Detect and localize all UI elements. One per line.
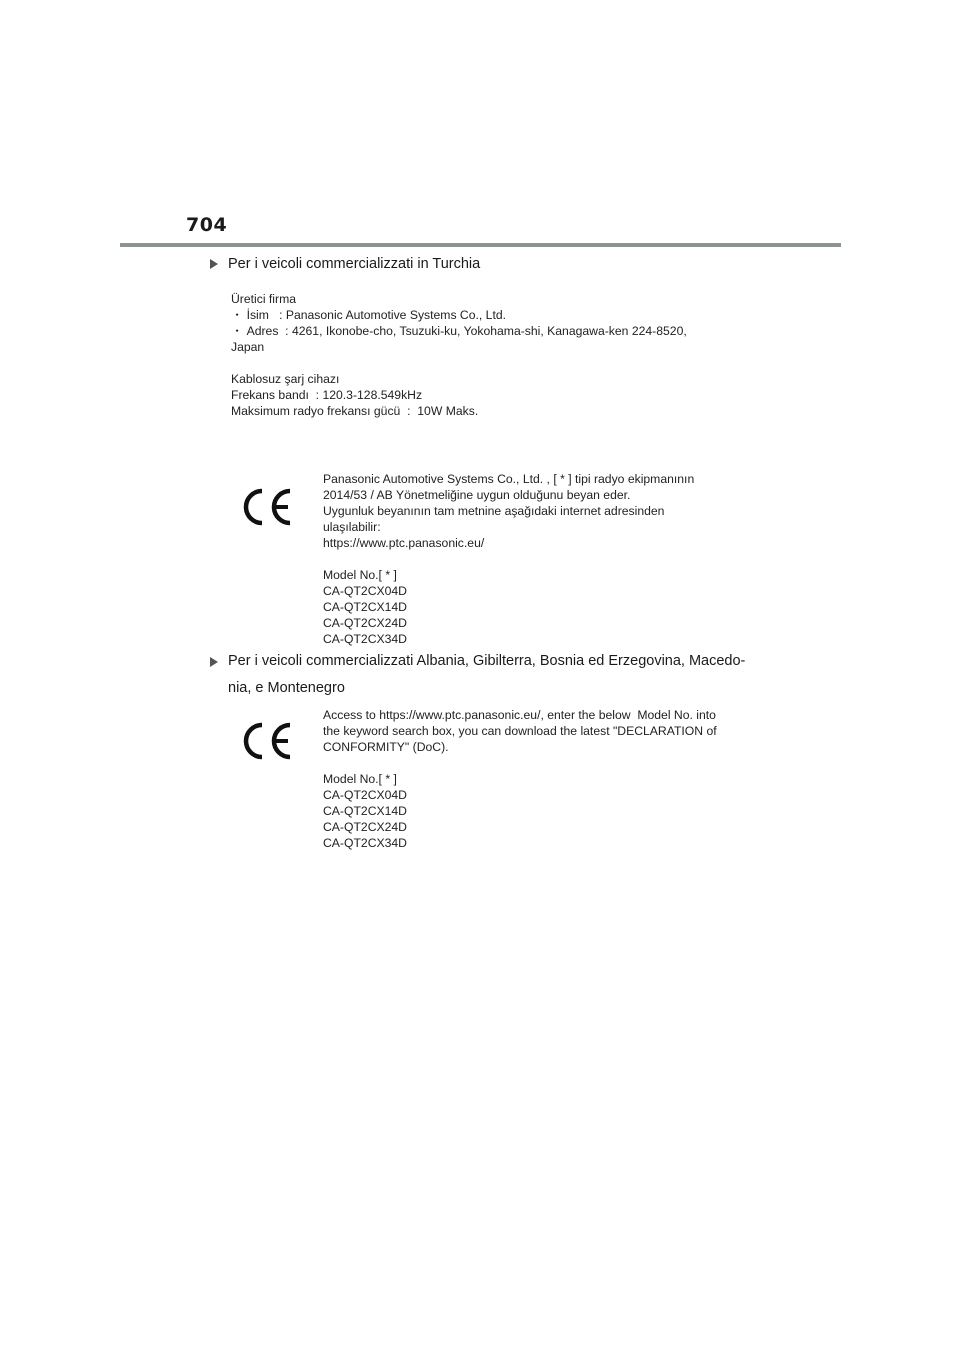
- device-label: Kablosuz şarj cihazı: [231, 372, 340, 386]
- model-number: CA-QT2CX04D: [323, 788, 407, 802]
- model-number: CA-QT2CX24D: [323, 616, 407, 630]
- model-number: CA-QT2CX34D: [323, 632, 407, 646]
- manufacturer-address-cont: Japan: [231, 340, 265, 354]
- model-number: CA-QT2CX04D: [323, 584, 407, 598]
- arrow-right-icon: [210, 657, 218, 667]
- declaration-url: https://www.ptc.panasonic.eu/: [323, 536, 485, 550]
- arrow-right-icon: [210, 259, 218, 269]
- model-number: CA-QT2CX14D: [323, 804, 407, 818]
- declaration-line: Access to https://www.ptc.panasonic.eu/, enter the below Model No. into: [323, 708, 716, 722]
- manufacturer-label: Üretici firma: [231, 292, 297, 306]
- manufacturer-info: [231, 291, 687, 419]
- declaration-line: Uygunluk beyanının tam metnine aşağıdaki internet adresinden: [323, 504, 665, 518]
- model-number: CA-QT2CX34D: [323, 836, 407, 850]
- section-heading-balkans: [210, 648, 788, 702]
- section-heading-text: Per i veicoli commercializzati in Turchia: [228, 256, 481, 272]
- device-power: Maksimum radyo frekansı gücü : 10W Maks.: [231, 404, 479, 418]
- heading-line: nia, e Montenegro: [228, 680, 345, 696]
- header-rule: [120, 243, 841, 247]
- section-heading-turkey: [210, 252, 758, 276]
- manufacturer-name: ・ İsim : Panasonic Automotive Systems Co., Ltd.: [231, 308, 507, 322]
- declaration-balkans: [323, 707, 717, 851]
- model-number: CA-QT2CX24D: [323, 820, 407, 834]
- model-number: CA-QT2CX14D: [323, 600, 407, 614]
- device-frequency: Frekans bandı : 120.3-128.549kHz: [231, 388, 423, 402]
- ce-mark-icon: [240, 487, 294, 527]
- heading-line: Per i veicoli commercializzati Albania, Gibilterra, Bosnia ed Erzegovina, Macedo-: [228, 653, 746, 669]
- declaration-turkey: [323, 471, 694, 647]
- section-heading-text: [210, 648, 788, 702]
- model-label: Model No.[ * ]: [323, 568, 397, 582]
- declaration-line: Panasonic Automotive Systems Co., Ltd. , [ * ] tipi radyo ekipmanının: [323, 472, 695, 486]
- declaration-line: ulaşılabilir:: [323, 520, 381, 534]
- declaration-line: CONFORMITY" (DoC).: [323, 740, 449, 754]
- ce-mark-icon: [240, 721, 294, 761]
- declaration-line: the keyword search box, you can download the latest "DECLARATION of: [323, 724, 717, 738]
- model-label: Model No.[ * ]: [323, 772, 397, 786]
- page-number: 704: [186, 214, 228, 236]
- declaration-line: 2014/53 / AB Yönetmeliğine uygun olduğunu beyan eder.: [323, 488, 631, 502]
- manufacturer-address: ・ Adres : 4261, Ikonobe-cho, Tsuzuki-ku, Yokohama-shi, Kanagawa-ken 224-8520,: [231, 324, 687, 338]
